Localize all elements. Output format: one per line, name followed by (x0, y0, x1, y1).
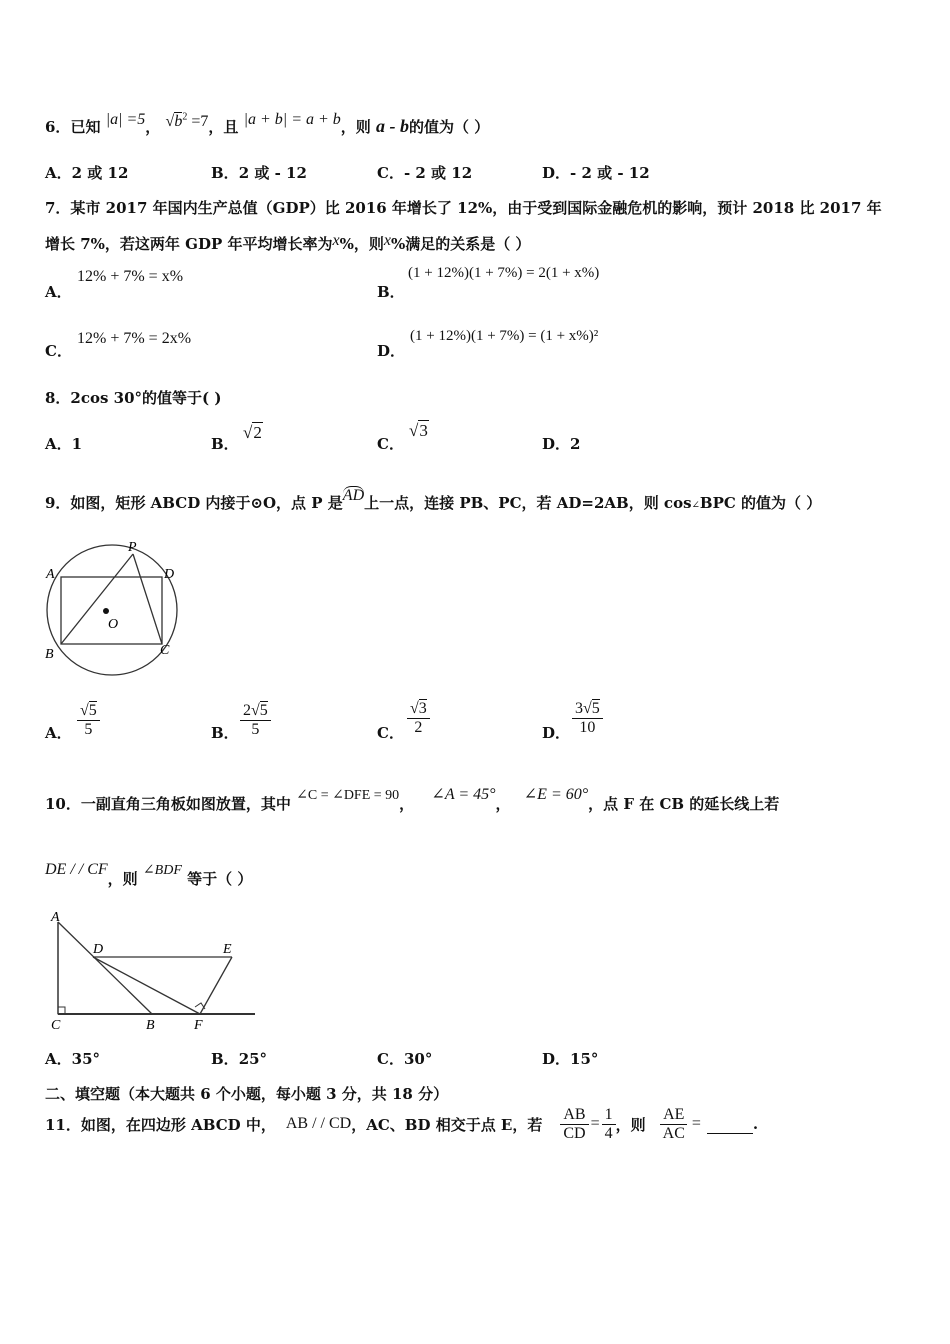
option-label: B． (211, 1050, 239, 1068)
option-label: C． (377, 164, 404, 182)
stem-text: ， (495, 795, 511, 813)
question-7-stem-line2 (45, 233, 530, 254)
math-abs-a: |a| =5 (105, 111, 146, 128)
q10-option-c[interactable] (377, 1048, 432, 1069)
q9-option-b-fraction: $\frac{2√5}{5}$ (240, 702, 271, 738)
q9-option-d-fraction: $\frac{3√5}{10}$ (572, 700, 603, 736)
stem-text: %，则 (339, 235, 384, 253)
q8-option-c[interactable] (377, 433, 404, 454)
math-x: x (383, 232, 391, 249)
stem-text: 10．一副直角三角板如图放置，其中 (45, 795, 291, 813)
numerator: 1 (602, 1106, 616, 1125)
math-sqrt-b2 (166, 113, 209, 130)
q6-option-c[interactable] (377, 162, 472, 183)
label-d: D (93, 942, 104, 957)
stem-text: BPC 的值为（ ） (699, 494, 822, 512)
numerator: AE (660, 1106, 687, 1125)
segment-pb (61, 554, 133, 644)
radicand: 5 (591, 700, 600, 717)
option-text: 1 (71, 435, 83, 453)
fraction-ae-ac (660, 1106, 688, 1142)
math-equals: = (691, 1115, 701, 1133)
option-label: C． (377, 435, 404, 453)
math-equals: = (590, 1115, 600, 1133)
question-7-stem-line1: 7．某市 2017 年国内生产总值（GDP）比 2016 年增长了 12%，由于受到国际金融危机的影响，预计 2018 比 2017 年 (45, 199, 882, 217)
option-text: 2 (570, 435, 581, 453)
math-a-minus-b: a - b (376, 116, 410, 136)
math-angle-bdf: ∠BDF (142, 863, 182, 878)
q7-option-d-label[interactable]: D． (377, 342, 406, 360)
label-c: C (51, 1018, 61, 1033)
stem-text: ，点 F 在 CB 的延长线上若 (588, 795, 780, 813)
option-label: B． (211, 164, 239, 182)
label-a: A (46, 567, 55, 582)
stem-text: ，则 (340, 118, 371, 136)
option-label: C． (377, 1050, 404, 1068)
option-text: 2 或 - 12 (238, 164, 307, 182)
q10-option-d[interactable] (542, 1048, 598, 1069)
q9-figure-circle-rectangle (42, 540, 182, 680)
label-e: E (223, 942, 232, 957)
q6-option-a[interactable] (45, 162, 128, 183)
math-angles-90: ∠C = ∠DFE = 90 (296, 788, 400, 803)
q7-option-d-formula: (1 + 12%)(1 + 7%) = (1 + x%)² (410, 328, 599, 344)
section-2-heading: 二、填空题（本大题共 6 个小题，每小题 3 分，共 18 分） (45, 1085, 449, 1103)
option-text: 30° (403, 1050, 433, 1068)
exponent: 2 (182, 111, 188, 123)
question-number: 6． (45, 118, 71, 136)
label-a: A (51, 910, 60, 925)
stem-text: %满足的关系是（ ） (390, 235, 531, 253)
math-arc-ad: AD (342, 487, 365, 504)
question-6-stem (45, 111, 490, 137)
stem-text: ， (145, 118, 161, 136)
denominator: CD (563, 1124, 586, 1142)
radicand: 5 (88, 702, 97, 719)
option-text: 15° (570, 1050, 599, 1068)
answer-blank[interactable] (707, 1133, 753, 1134)
q8-option-c-sqrt: √3 (409, 421, 428, 440)
q7-option-a-label[interactable]: A． (45, 283, 72, 301)
radicand: 5 (259, 702, 268, 719)
option-label: D． (542, 1050, 571, 1068)
option-label: A． (45, 164, 72, 182)
q8-option-a[interactable] (45, 433, 82, 454)
radicand: b (174, 113, 183, 130)
math-angle-a: ∠A = 45° (431, 786, 496, 803)
question-11-stem (45, 1106, 758, 1142)
segment-pc (133, 554, 162, 644)
math-angle-e: ∠E = 60° (523, 786, 589, 803)
radicand: 3 (418, 700, 427, 717)
q7-option-c-label[interactable]: C． (45, 342, 72, 360)
fraction-ab-cd (560, 1106, 588, 1142)
q9-option-c-fraction: $\frac{√3}{2}$ (407, 700, 430, 736)
stem-text: ，则 (615, 1115, 646, 1134)
label-p: P (128, 540, 137, 555)
stem-text: ，AC、BD 相交于点 E，若 (351, 1115, 543, 1134)
q9-option-a-label[interactable]: A． (45, 724, 72, 742)
q7-option-c-formula: 12% + 7% = 2x% (77, 330, 192, 347)
q8-option-b-sqrt: √2 (243, 423, 262, 442)
option-text: - 2 或 12 (403, 164, 473, 182)
q7-option-a-formula: 12% + 7% = x% (77, 268, 184, 285)
coefficient: 2 (243, 702, 251, 719)
coefficient: 3 (575, 700, 583, 717)
option-label: A． (45, 1050, 72, 1068)
stem-text: . (752, 1115, 759, 1134)
label-b: B (146, 1018, 155, 1033)
question-10-stem-line1 (45, 786, 780, 814)
option-text: 35° (71, 1050, 101, 1068)
stem-text: 的值为（ ） (409, 118, 490, 136)
stem-text: 增长 7%，若这两年 GDP 年平均增长率为 (45, 235, 333, 253)
math-x: x (332, 232, 340, 249)
q10-option-a[interactable] (45, 1048, 100, 1069)
denominator: 5 (84, 720, 93, 738)
math-de-parallel-cf: DE / / CF (45, 861, 108, 878)
option-label: D． (542, 164, 571, 182)
label-c: C (160, 643, 170, 658)
radicand: 2 (253, 423, 262, 442)
option-label: A． (45, 435, 72, 453)
q6-option-b[interactable] (211, 162, 307, 183)
label-b: B (45, 647, 54, 662)
stem-text: 上一点，连接 PB、PC，若 AD=2AB，则 cos (364, 494, 692, 512)
denominator: 2 (414, 718, 423, 736)
math-abs-sum: |a + b| = a + b (243, 111, 341, 128)
label-o: O (108, 617, 119, 632)
math-ab-parallel-cd: AB / / CD (285, 1115, 352, 1133)
q9-option-d-label[interactable]: D． (542, 724, 571, 742)
q7-option-b-label[interactable]: B． (377, 283, 405, 301)
right-angle-c (58, 1007, 65, 1014)
stem-text: 11．如图，在四边形 ABCD 中， (45, 1115, 276, 1134)
question-8-stem: 8．2cos 30°的值等于( ) (45, 389, 222, 407)
q8-option-d[interactable] (542, 433, 580, 454)
q9-option-a-fraction: $\frac{√5}{5}$ (77, 702, 100, 738)
option-label: D． (542, 435, 571, 453)
numerator: AB (560, 1106, 588, 1125)
stem-text: ， (399, 795, 415, 813)
fraction-one-quarter (602, 1106, 616, 1142)
segment-ef (200, 957, 232, 1014)
math-equals: =7 (187, 113, 209, 130)
stem-text: 已知 (70, 118, 101, 136)
option-text: 25° (238, 1050, 268, 1068)
q10-figure-triangle-boards (42, 905, 262, 1035)
rectangle-abcd (61, 577, 162, 644)
q9-option-b-label[interactable]: B． (211, 724, 239, 742)
question-10-stem-line2 (45, 861, 253, 889)
q9-option-c-label[interactable]: C． (377, 724, 404, 742)
denominator: 4 (604, 1124, 613, 1142)
radicand: 3 (419, 421, 428, 440)
stem-text: 等于（ ） (187, 870, 253, 888)
stem-text: ，则 (107, 870, 138, 888)
option-label: B． (211, 435, 239, 453)
label-d: D (164, 567, 175, 582)
center-point-o (103, 608, 109, 614)
segment-ab (58, 922, 152, 1014)
denominator: AC (662, 1124, 685, 1142)
angle-symbol: ∠ (691, 500, 700, 511)
option-text: 2 或 12 (71, 164, 129, 182)
stem-text: ，且 (208, 118, 239, 136)
label-f: F (194, 1018, 203, 1033)
sqrt-sign: √ (165, 113, 175, 130)
circle-o (47, 545, 177, 675)
option-text: - 2 或 - 12 (570, 164, 650, 182)
segment-df (93, 957, 200, 1014)
q8-option-b[interactable] (211, 433, 239, 454)
q10-option-b[interactable] (211, 1048, 267, 1069)
q6-option-d[interactable] (542, 162, 650, 183)
denominator: 10 (579, 718, 596, 736)
denominator: 5 (251, 720, 260, 738)
question-9-stem (45, 487, 822, 513)
q7-option-b-formula: (1 + 12%)(1 + 7%) = 2(1 + x%) (408, 265, 600, 281)
stem-text: 9．如图，矩形 ABCD 内接于⊙O，点 P 是 (45, 494, 343, 512)
